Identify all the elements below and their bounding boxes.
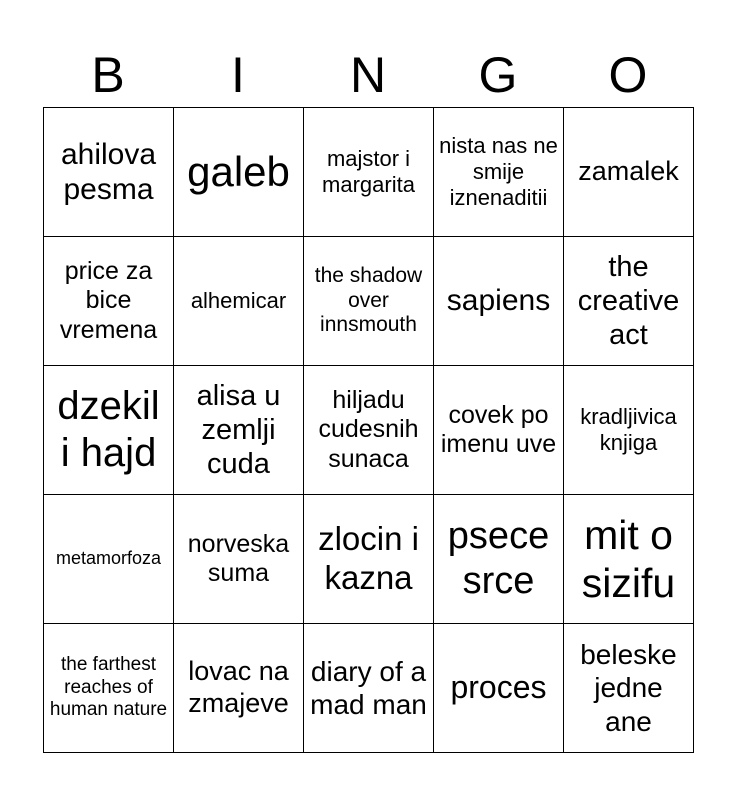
cell-text: proces <box>450 669 547 706</box>
cell-text: beleske jedne ane <box>580 639 677 737</box>
header-letter-o: O <box>608 47 648 103</box>
cell-text: norveska suma <box>187 529 290 587</box>
bingo-cell[interactable] <box>174 108 304 237</box>
bingo-cell[interactable] <box>44 237 174 366</box>
bingo-row <box>44 366 694 495</box>
bingo-cell[interactable] <box>434 108 564 237</box>
bingo-cell[interactable] <box>174 237 304 366</box>
bingo-cell[interactable] <box>564 495 694 624</box>
cell-text: the farthest reaches of human nature <box>49 654 168 721</box>
header-letter-n: N <box>349 47 387 103</box>
cell-text: diary of a mad man <box>310 655 427 720</box>
bingo-cell[interactable] <box>174 624 304 753</box>
cell-text: zamalek <box>578 156 679 187</box>
bingo-row <box>44 495 694 624</box>
bingo-cell[interactable] <box>304 624 434 753</box>
header-letter-g: G <box>478 47 518 103</box>
bingo-row <box>44 237 694 366</box>
cell-text: alhemicar <box>190 288 287 314</box>
bingo-row <box>44 108 694 237</box>
bingo-cell[interactable] <box>564 237 694 366</box>
cell-text: the creative act <box>577 250 680 352</box>
header-letter-b: B <box>91 47 125 103</box>
header-letter-i: I <box>231 47 245 103</box>
cell-text: kradljivica knjiga <box>580 404 677 455</box>
cell-text: hiljadu cudesnih sunaca <box>318 385 419 473</box>
cell-text: lovac na zmajeve <box>188 656 289 718</box>
bingo-cell[interactable] <box>434 624 564 753</box>
bingo-cell[interactable] <box>44 624 174 753</box>
cell-text: price za bice vremena <box>59 256 158 344</box>
bingo-cell[interactable] <box>434 495 564 624</box>
bingo-cell[interactable] <box>44 366 174 495</box>
bingo-cell[interactable] <box>304 495 434 624</box>
cell-text: nista nas ne smije iznenaditii <box>439 133 558 210</box>
bingo-cell[interactable] <box>174 495 304 624</box>
cell-text: dzekil i hajd <box>57 383 160 475</box>
bingo-header <box>43 42 693 108</box>
bingo-cell[interactable] <box>564 366 694 495</box>
cell-text: covek po imenu uve <box>440 400 557 458</box>
cell-text: psece srce <box>447 515 550 602</box>
bingo-cell[interactable] <box>304 366 434 495</box>
cell-text: galeb <box>187 148 290 196</box>
cell-text: metamorfoza <box>55 548 162 569</box>
bingo-row <box>44 624 694 753</box>
bingo-grid <box>43 107 694 753</box>
bingo-cell[interactable] <box>564 624 694 753</box>
cell-text: ahilova pesma <box>60 137 157 206</box>
cell-text: zlocin i kazna <box>318 520 419 596</box>
bingo-cell[interactable] <box>434 237 564 366</box>
bingo-cell[interactable] <box>174 366 304 495</box>
cell-text: the shadow over innsmouth <box>314 263 423 337</box>
bingo-cell[interactable] <box>434 366 564 495</box>
bingo-cell[interactable] <box>44 495 174 624</box>
bingo-cell[interactable] <box>304 108 434 237</box>
bingo-cell[interactable] <box>564 108 694 237</box>
cell-text: majstor i margarita <box>322 146 415 197</box>
cell-text: mit o sizifu <box>581 511 676 606</box>
bingo-cell[interactable] <box>44 108 174 237</box>
cell-text: sapiens <box>446 284 551 318</box>
cell-text: alisa u zemlji cuda <box>196 379 281 481</box>
bingo-cell[interactable] <box>304 237 434 366</box>
